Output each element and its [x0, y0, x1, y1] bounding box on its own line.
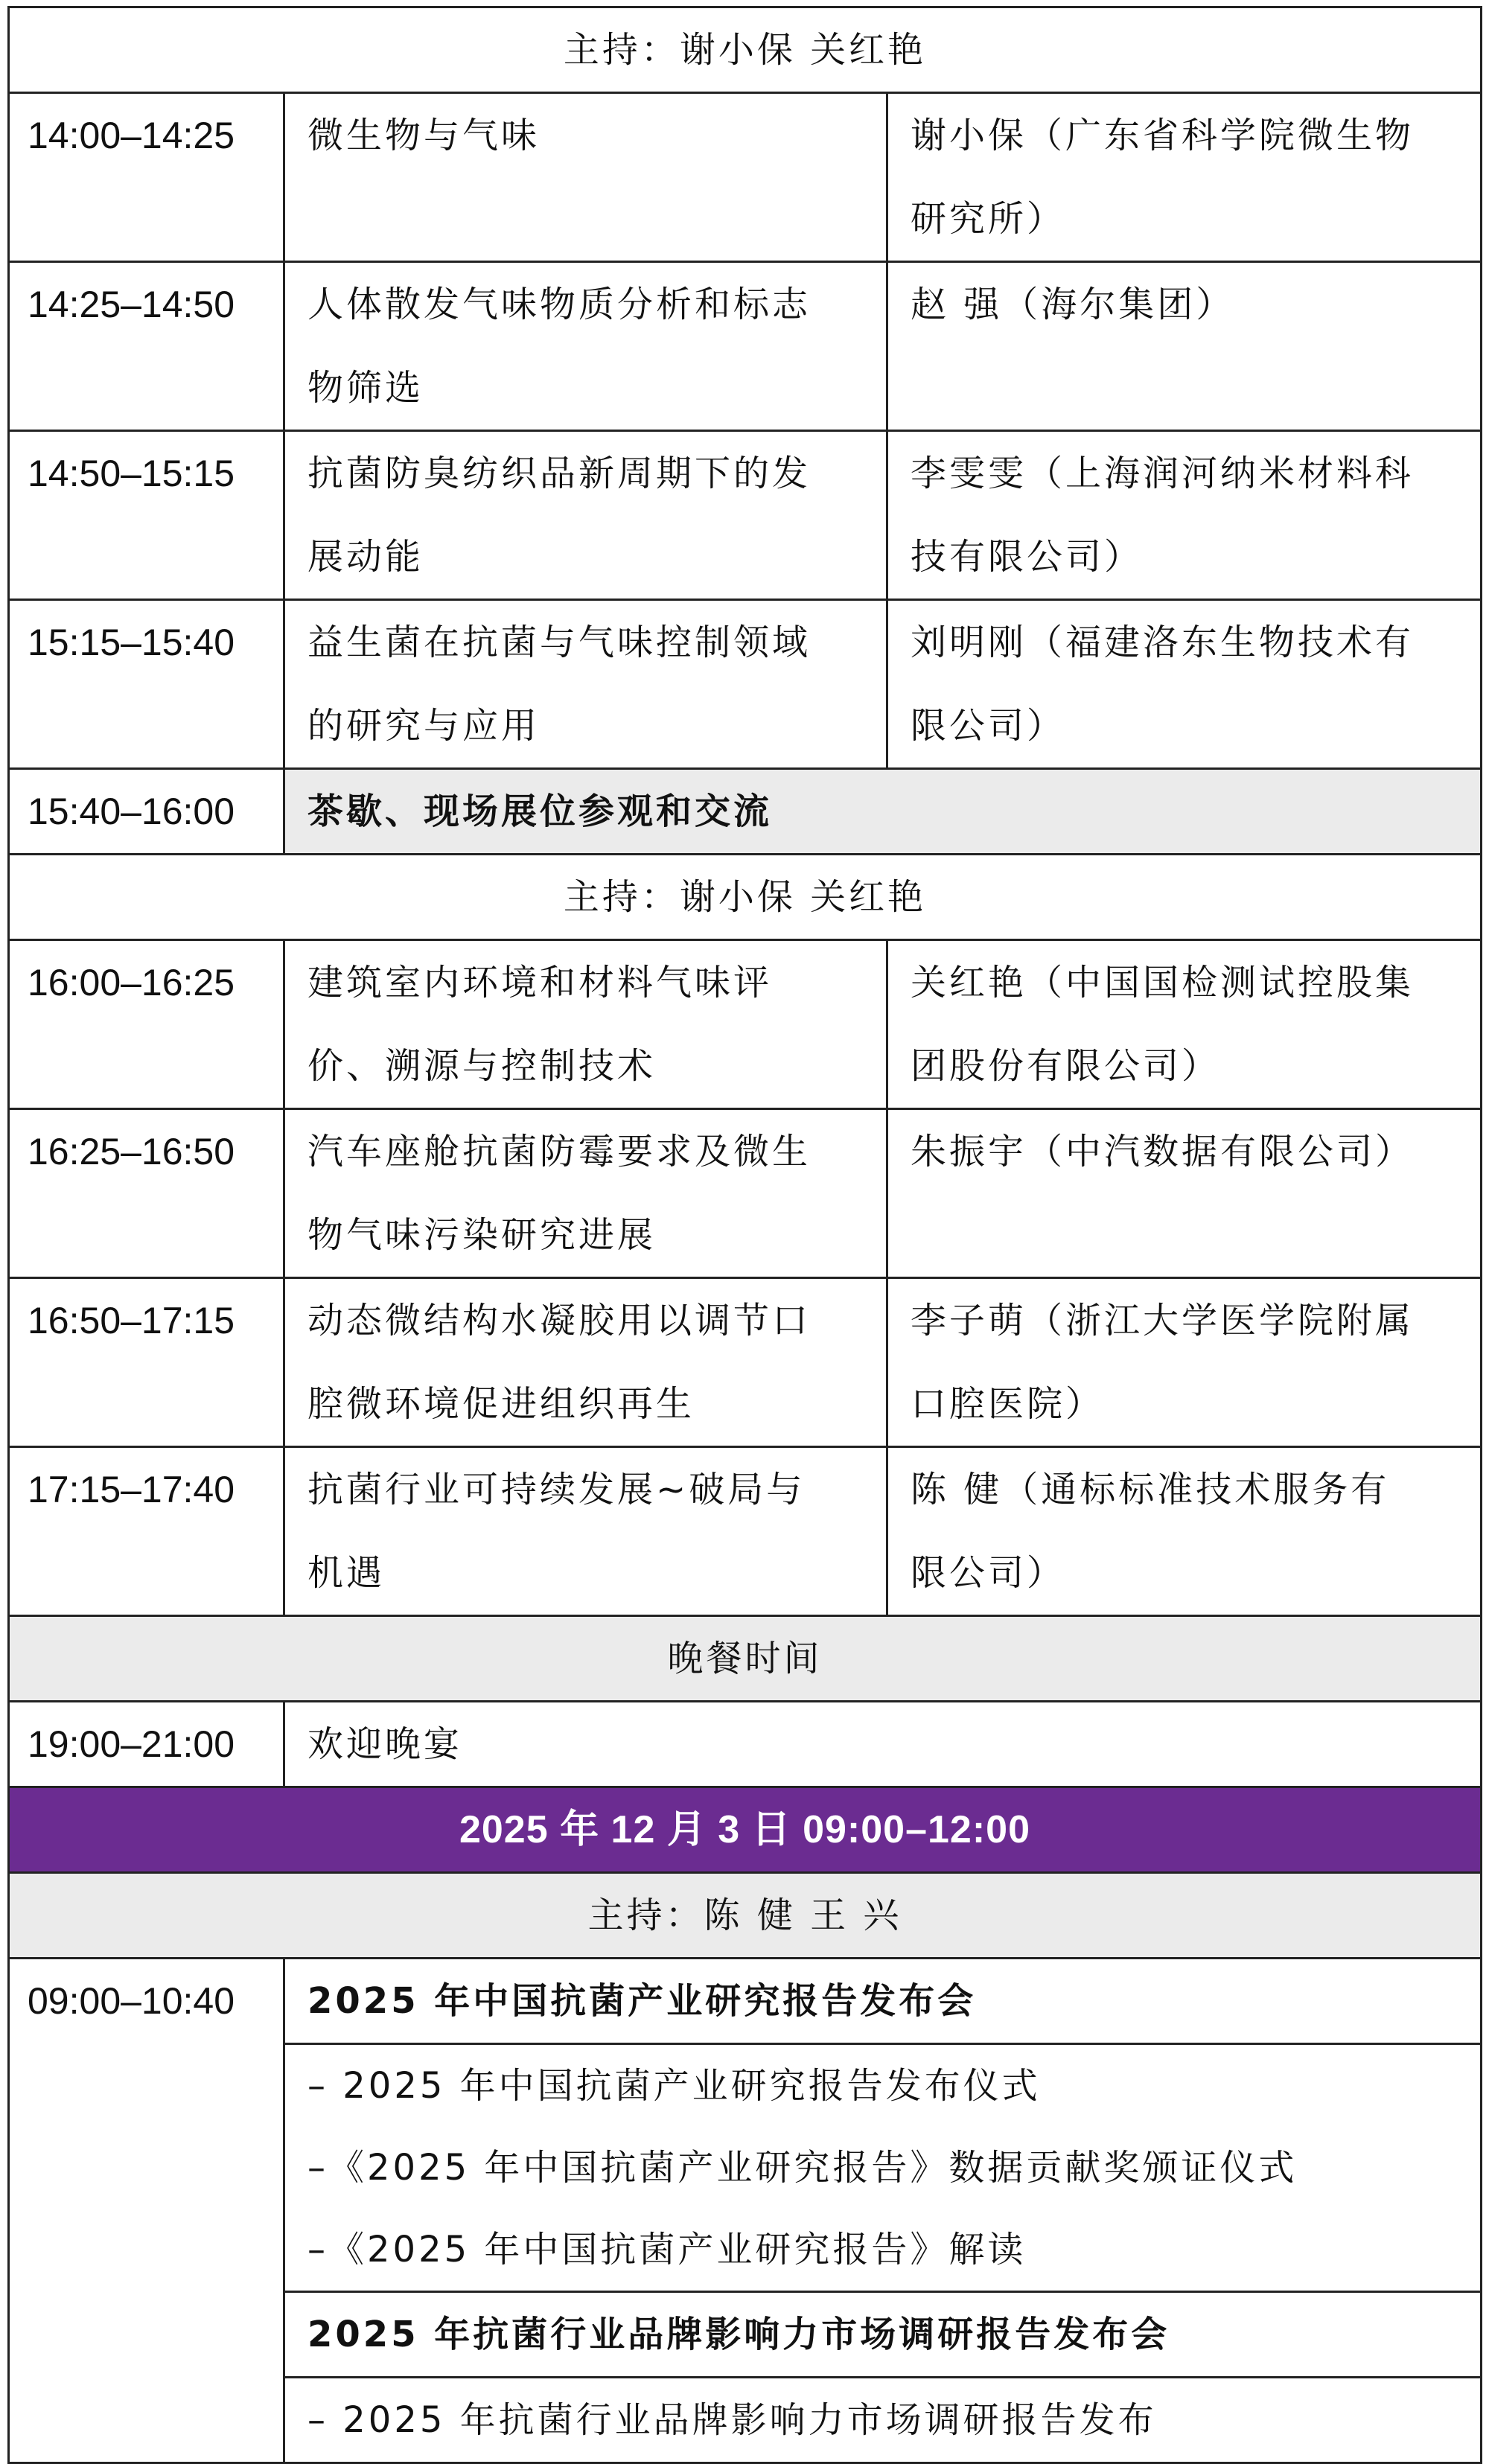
time-cell: 14:50–15:15 [9, 431, 284, 600]
session-row [9, 1109, 1482, 1278]
time-cell: 16:50–17:15 [9, 1278, 284, 1447]
topic-line: 的研究与应用 [307, 705, 541, 747]
speaker-cell [887, 262, 1482, 431]
time-cell: 09:00–10:40 [9, 1959, 284, 2463]
time-cell: 15:15–15:40 [9, 600, 284, 769]
topic-cell [284, 1109, 887, 1278]
speaker-line: 谢小保（广东省科学院微生物 [911, 115, 1415, 156]
host-label: 主持：陈 健 王 兴 [9, 1873, 1482, 1959]
host-row-1 [9, 7, 1482, 93]
topic-line: 抗菌防臭纺织品新周期下的发 [307, 453, 812, 494]
report-title-2: 2025 年抗菌行业品牌影响力市场调研报告发布会 [284, 2292, 1482, 2378]
topic-line: 腔微环境促进组织再生 [307, 1383, 695, 1425]
speaker-cell [887, 1447, 1482, 1616]
speaker-line: 赵 强（海尔集团） [911, 284, 1235, 325]
time-cell: 16:25–16:50 [9, 1109, 284, 1278]
topic-line: 建筑室内环境和材料气味评 [307, 962, 773, 1003]
report-items-1 [284, 2044, 1482, 2292]
session-row [9, 262, 1482, 431]
topic-line: 抗菌行业可持续发展~破局与 [307, 1469, 806, 1510]
session-row [9, 93, 1482, 262]
morning-row-title1 [9, 1959, 1482, 2044]
report-title-1: 2025 年中国抗菌产业研究报告发布会 [284, 1959, 1482, 2044]
speaker-line: 口腔医院） [911, 1383, 1105, 1425]
time-cell: 14:25–14:50 [9, 262, 284, 431]
report-item: – 2025 年抗菌行业品牌影响力市场调研报告发布 [307, 2399, 1157, 2441]
speaker-line: 李子萌（浙江大学医学院附属 [911, 1300, 1415, 1341]
host-row-3 [9, 1873, 1482, 1959]
time-cell: 14:00–14:25 [9, 93, 284, 262]
break-label: 茶歇、现场展位参观和交流 [284, 769, 1482, 855]
speaker-line: 技有限公司） [911, 536, 1144, 578]
topic-line: 微生物与气味 [307, 115, 541, 156]
topic-line: 人体散发气味物质分析和标志 [307, 284, 812, 325]
topic-line: 机遇 [307, 1552, 386, 1594]
speaker-cell [887, 1278, 1482, 1447]
speaker-line: 团股份有限公司） [911, 1045, 1221, 1087]
topic-cell [284, 93, 887, 262]
session-row [9, 600, 1482, 769]
speaker-line: 朱振宇（中汽数据有限公司） [911, 1131, 1415, 1172]
topic-line: 物气味污染研究进展 [307, 1214, 657, 1256]
speaker-cell [887, 93, 1482, 262]
topic-cell [284, 940, 887, 1109]
time-cell: 15:40–16:00 [9, 769, 284, 855]
speaker-line: 关红艳（中国国检测试控股集 [911, 962, 1415, 1003]
session-row [9, 1447, 1482, 1616]
time-cell: 17:15–17:40 [9, 1447, 284, 1616]
speaker-cell [887, 431, 1482, 600]
day-header-row [9, 1787, 1482, 1873]
topic-cell [284, 262, 887, 431]
break-row [9, 769, 1482, 855]
speaker-line: 李雯雯（上海润河纳米材料科 [911, 453, 1415, 494]
topic-line: 物筛选 [307, 367, 424, 409]
schedule-table [7, 6, 1482, 2464]
session-row [9, 1278, 1482, 1447]
topic-cell [284, 1447, 887, 1616]
speaker-line: 限公司） [911, 1552, 1066, 1594]
report-item: –《2025 年中国抗菌产业研究报告》解读 [307, 2229, 1027, 2270]
speaker-line: 研究所） [911, 198, 1066, 240]
speaker-line: 陈 健（通标标准技术服务有 [911, 1469, 1390, 1510]
time-cell: 19:00–21:00 [9, 1702, 284, 1787]
speaker-cell [887, 600, 1482, 769]
topic-line: 益生菌在抗菌与气味控制领域 [307, 622, 812, 663]
dinner-header: 晚餐时间 [9, 1616, 1482, 1702]
speaker-line: 刘明刚（福建洛东生物技术有 [911, 622, 1415, 663]
report-item: –《2025 年中国抗菌产业研究报告》数据贡献奖颁证仪式 [307, 2147, 1298, 2189]
time-cell: 16:00–16:25 [9, 940, 284, 1109]
topic-line: 价、溯源与控制技术 [307, 1045, 657, 1087]
topic-cell [284, 600, 887, 769]
host-label: 主持：谢小保 关红艳 [9, 855, 1482, 940]
speaker-cell [887, 1109, 1482, 1278]
report-items-2 [284, 2378, 1482, 2463]
session-row [9, 431, 1482, 600]
host-row-2 [9, 855, 1482, 940]
speaker-cell [887, 940, 1482, 1109]
host-label: 主持：谢小保 关红艳 [9, 7, 1482, 93]
dinner-header-row [9, 1616, 1482, 1702]
day-header: 2025 年 12 月 3 日 09:00–12:00 [9, 1787, 1482, 1873]
topic-line: 汽车座舱抗菌防霉要求及微生 [307, 1131, 812, 1172]
topic-line: 展动能 [307, 536, 424, 578]
topic-cell [284, 1278, 887, 1447]
dinner-row [9, 1702, 1482, 1787]
topic-cell [284, 431, 887, 600]
speaker-line: 限公司） [911, 705, 1066, 747]
report-item: – 2025 年中国抗菌产业研究报告发布仪式 [307, 2065, 1041, 2107]
topic-line: 动态微结构水凝胶用以调节口 [307, 1300, 812, 1341]
session-row [9, 940, 1482, 1109]
dinner-label: 欢迎晚宴 [284, 1702, 1482, 1787]
